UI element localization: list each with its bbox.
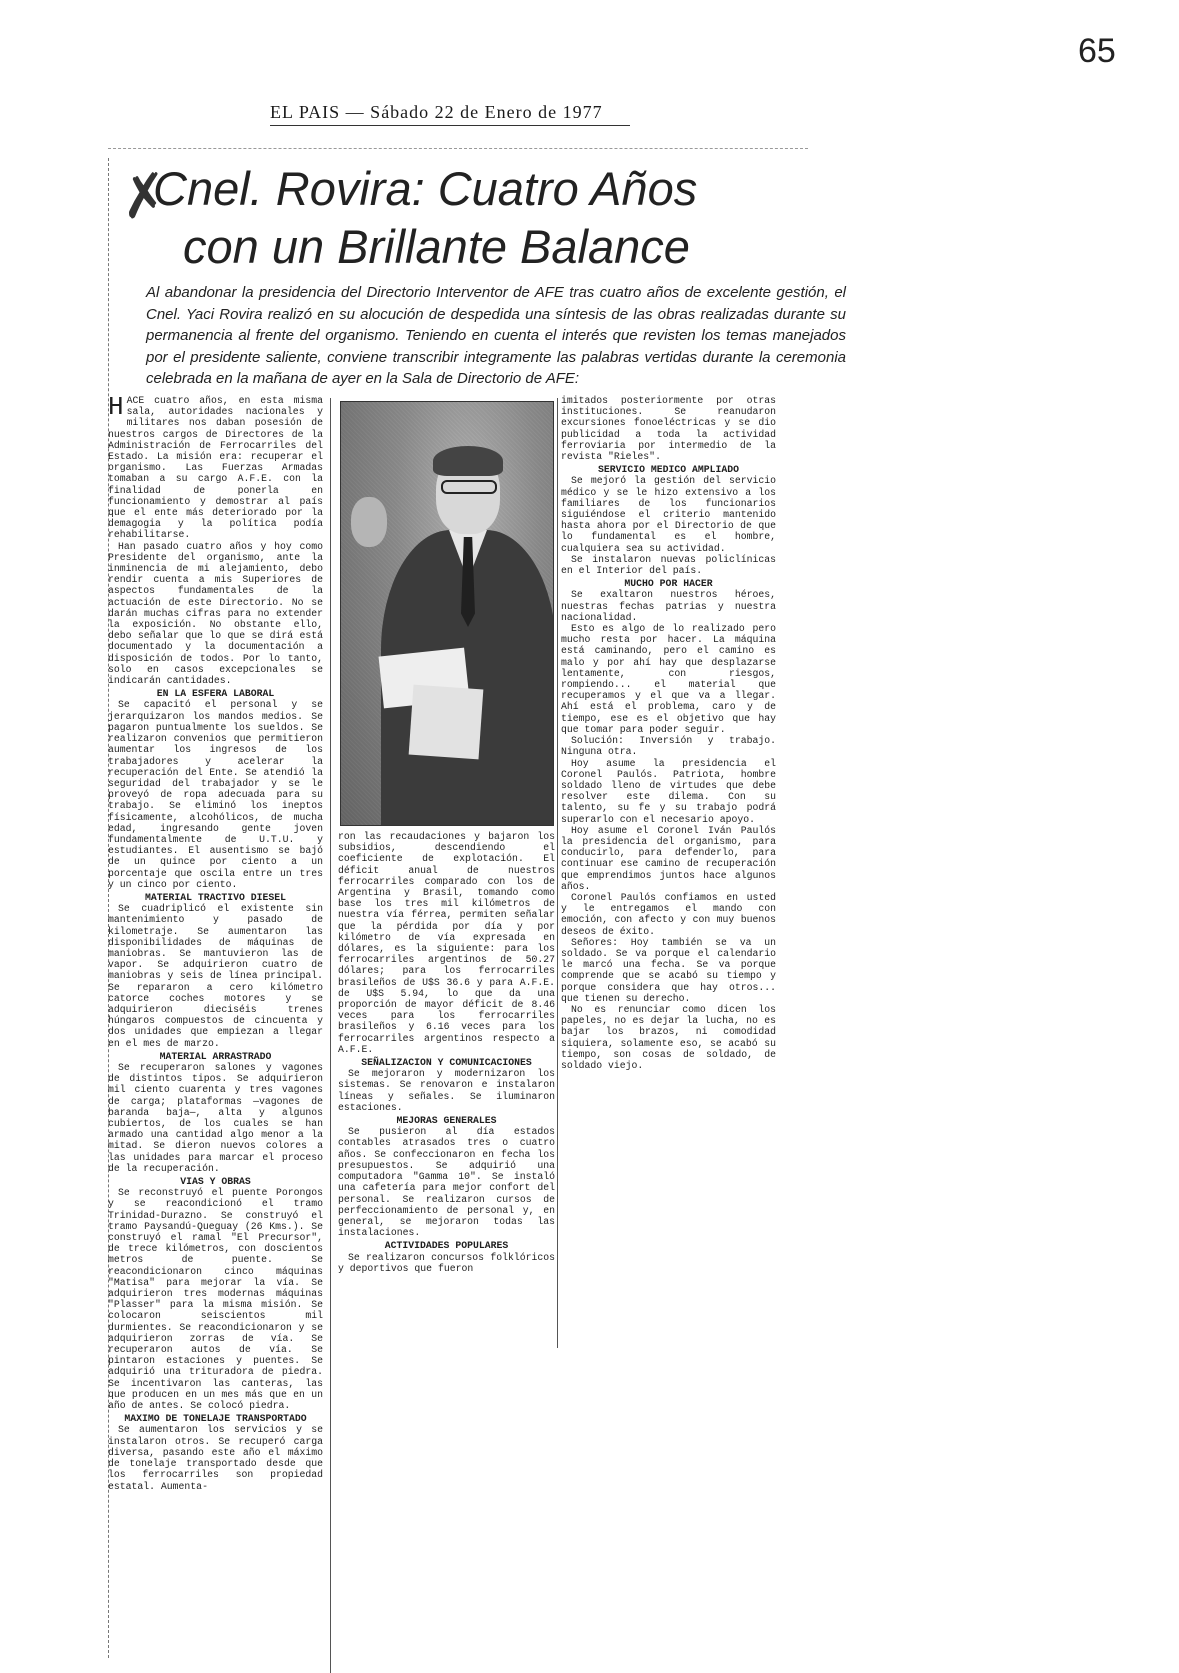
article-column-2 <box>338 831 555 1274</box>
subheading: MEJORAS GENERALES <box>396 1115 497 1127</box>
drop-cap: H <box>108 392 124 422</box>
headline-line-2: con un Brillante Balance <box>183 220 690 273</box>
article-column-3 <box>561 395 776 1071</box>
paragraph: Se capacitó el personal y se jerarquizaron los mandos medios. Se pagaron puntualmente los sueldos. Se realizaron convenios que permitieron aumentar los ingresos de los trabajadores y acelerar la recuperación del Ente. Se atendió la seguridad del trabajador y se le proveyó de ropa adecuada para su trabajo. Se eliminó los ineptos físicamente, alcohólicos, de mucha edad, ingresando gente joven fundamentalmente de U.T.U. y estudiantes. El ausentismo se bajó de un quince por ciento a un porcentaje que oscila entre un tres y un cinco por ciento. <box>108 699 323 890</box>
subheading: MUCHO POR HACER <box>624 578 713 590</box>
paragraph <box>108 392 323 541</box>
subheading: SERVICIO MEDICO AMPLIADO <box>597 464 740 476</box>
paragraph: Señores: Hoy también se va un soldado. Se va porque el calendario le marcó una fecha. Se va porque comprende que se acabó su tiempo y porque considera que hay otros... que tienen su derecho. <box>561 936 776 1004</box>
paragraph: Hoy asume la presidencia el Coronel Paulós. Patriota, hombre soldado lleno de virtudes que debe resolver este dilema. Con su talento, su fe y su trabajo podrá superarlo con el necesario apoyo. <box>561 757 776 825</box>
paragraph: Se mejoró la gestión del servicio médico y se le hizo extensivo a los familiares de los funcionarios siguiéndose el criterio mantenido hasta ahora por el Directorio de que lo fundamental es el hombre, cualquiera sea su actividad. <box>561 475 776 554</box>
photo-colonel-rovira <box>340 401 554 826</box>
paragraph: Se realizaron concursos folklóricos y deportivos que fueron <box>338 1251 555 1274</box>
page-number: 65 <box>1078 32 1116 70</box>
newspaper-clipping <box>108 148 868 1658</box>
paragraph: imitados posteriormente por otras instituciones. Se reanudaron excursiones fonoeléctricas y se dio publicidad a toda la actividad ferroviaria por intermedio de la revista "Rieles". <box>561 395 776 463</box>
newspaper-masthead: EL PAIS — Sábado 22 de Enero de 1977 <box>270 102 630 126</box>
paragraph: Solución: Inversión y trabajo. Ninguna otra. <box>561 735 776 758</box>
paragraph: Se pusieron al día estados contables atrasados tres o cuatro años. Se confeccionaron en fecha los presupuestos. Se adquirió una computadora "Gamma 10". Se instaló una cafetería para mejor confort del personal. Se realizaron cursos de perfeccionamiento de personal y, en general, se mejoraron todas las instalaciones. <box>338 1126 555 1239</box>
paragraph: Han pasado cuatro años y hoy como Presidente del organismo, ante la inminencia de mi alejamiento, debo rendir cuenta a mis Superiores de aspectos fundamentales de la actuación de este Directorio. No se darán muchas cifras para no extender la exposición. No obstante ello, debo señalar que lo que se dirá está documentado y la documentación a disposición de todos. Por lo tanto, solo en casos excepcionales se indicarán cantidades. <box>108 540 323 687</box>
column-rule <box>330 398 331 1673</box>
column-rule <box>557 398 558 1348</box>
paragraph: Se cuadriplicó el existente sin mantenimiento y pasado de kilometraje. Se aumentaron las disponibilidades de máquinas de maniobras. Se mantuvieron las de vapor. Se adquirieron cuatro de maniobras y seis de línea principal. Se repararon a cero kilómetro catorce coches motores y se adquirieron dieciséis trenes húngaros compuestos de cincuenta y dos unidades que empiezan a llegar en el mes de marzo. <box>108 903 323 1049</box>
subheading: MATERIAL TRACTIVO DIESEL <box>144 891 287 903</box>
paragraph: Se exaltaron nuestros héroes, nuestras fechas patrias y nuestra nacionalidad. <box>561 589 776 623</box>
subheading: MAXIMO DE TONELAJE TRANSPORTADO <box>124 1413 307 1425</box>
paragraph: Se recuperaron salones y vagones de distintos tipos. Se adquirieron mil ciento cuarenta y tres vagones de carga; plataformas —vagones de baranda baja—, alta y algunos cubiertos, de los cuales se han armado una cantidad algo menor a la mitad. Se dieron nuevos colores a las unidades para marcar el proceso de la recuperación. <box>108 1061 323 1174</box>
subheading: ACTIVIDADES POPULARES <box>384 1240 509 1252</box>
paragraph: Se instalaron nuevas policlínicas en el Interior del país. <box>561 553 776 577</box>
headline-line-1: Cnel. Rovira: Cuatro Años <box>153 162 698 215</box>
subheading: SEÑALIZACION Y COMUNICACIONES <box>361 1057 532 1069</box>
lead-paragraph: Al abandonar la presidencia del Directorio Interventor de AFE tras cuatro años de excelente gestión, el Cnel. Yaci Rovira realizó en su alocución de despedida una síntesis de las obras realizadas durante su permanencia al frente del organismo. Teniendo en cuenta el interés que revisten los temas manejados por el presidente saliente, conviene transcribir integramente las palabras vertidas durante la ceremonia celebrada en la mañana de ayer en la Sala de Directorio de AFE: <box>146 284 846 387</box>
subheading: EN LA ESFERA LABORAL <box>156 688 275 700</box>
subheading: MATERIAL ARRASTRADO <box>159 1050 272 1062</box>
article-column-1 <box>108 392 323 1492</box>
paragraph: Se aumentaron los servicios y se instalaron otros. Se recuperó carga diversa, pasando este año el máximo de tonelaje transportado desde que los ferrocarriles son propiedad estatal. Aumenta- <box>108 1424 323 1492</box>
paragraph: Coronel Paulós confiamos en usted y le entregamos el mando con emoción, con afecto y con muy buenos deseos de éxito. <box>561 891 776 937</box>
headline <box>153 160 873 276</box>
paragraph-text: ACE cuatro años, en esta misma sala, autoridades nacionales y militares nos daban posesión de nuestros cargos de Directores de la Administración de Ferrocarriles del Estado. La misión era: recuperar el organismo. Las Fuerzas Armadas tomaban a su cargo A.F.E. con la finalidad de ponerla en funcionamiento y demostrar al país que el ente más deteriorado por la demagogia y la política podía rehabilitarse. <box>108 395 323 541</box>
paragraph: Hoy asume el Coronel Iván Paulós la presidencia del organismo, para conducirlo, para defenderlo, para continuar ese camino de recuperación que emprendimos juntos hace algunos años. <box>561 824 776 892</box>
paragraph: ron las recaudaciones y bajaron los subsidios, descendiendo el coeficiente de explotación. El déficit anual de nuestros ferrocarriles comparado con los de Argentina y Brasil, tomando como base los tres mil kilómetros de nuestra vía férrea, permiten señalar que la pérdida por día y por kilómetro de vía expresada en dólares, es la siguiente: para los ferrocarriles argentinos de 50.27 dólares; para los ferrocarriles brasileños de U$S 36.6 y para A.F.E. de U$S 5.94, lo que da una proporción de mayor déficit de 8.46 veces para los ferrocarriles brasileños y 6.16 veces para los ferrocarriles argentinos respecto a A.F.E. <box>338 831 555 1055</box>
paragraph: Se reconstruyó el puente Porongos y se reacondicionó el tramo Trinidad-Durazno. Se construyó el tramo Paysandú-Queguay (26 Kms.). Se construyó el ramal "El Precursor", de trece kilómetros, con doscientos metros de puente. Se reacondicionaron cinco máquinas "Matisa" para mejorar la vía. Se adquirieron tres modernas máquinas "Plasser" para la misma misión. Se colocaron seiscientos mil durmientes. Se reacondicionaron y se adquirieron zorras de vía. Se recuperaron autos de vía. Se pintaron estaciones y puentes. Se adquirió una trituradora de piedra. Se incentivaron las canteras, las que producen en un mes más que en un año de antes. Se colocó piedra. <box>108 1187 323 1412</box>
cut-line-top <box>108 148 808 150</box>
subheading: VIAS Y OBRAS <box>180 1176 251 1188</box>
paragraph: No es renunciar como dicen los papeles, no es dejar la lucha, no es bajar los brazos, ni comodidad siquiera, solamente eso, se acabó su tiempo, son cosas de soldado, de soldado viejo. <box>561 1003 776 1071</box>
handwritten-x-mark: ✗ <box>115 160 173 233</box>
paragraph: Se mejoraron y modernizaron los sistemas. Se renovaron e instalaron líneas y señales. Se iluminaron estaciones. <box>338 1068 555 1113</box>
paragraph: Esto es algo de lo realizado pero mucho resta por hacer. La máquina está caminando, pero el camino es malo y por ahí hay que desplazarse lentamente, con riesgos, rompiendo... el material que recuperamos y el que va a llegar. Ahí está el problema, caro y de tiempo, ese es el objetivo que hay que tomar para poder seguir. <box>561 623 776 735</box>
